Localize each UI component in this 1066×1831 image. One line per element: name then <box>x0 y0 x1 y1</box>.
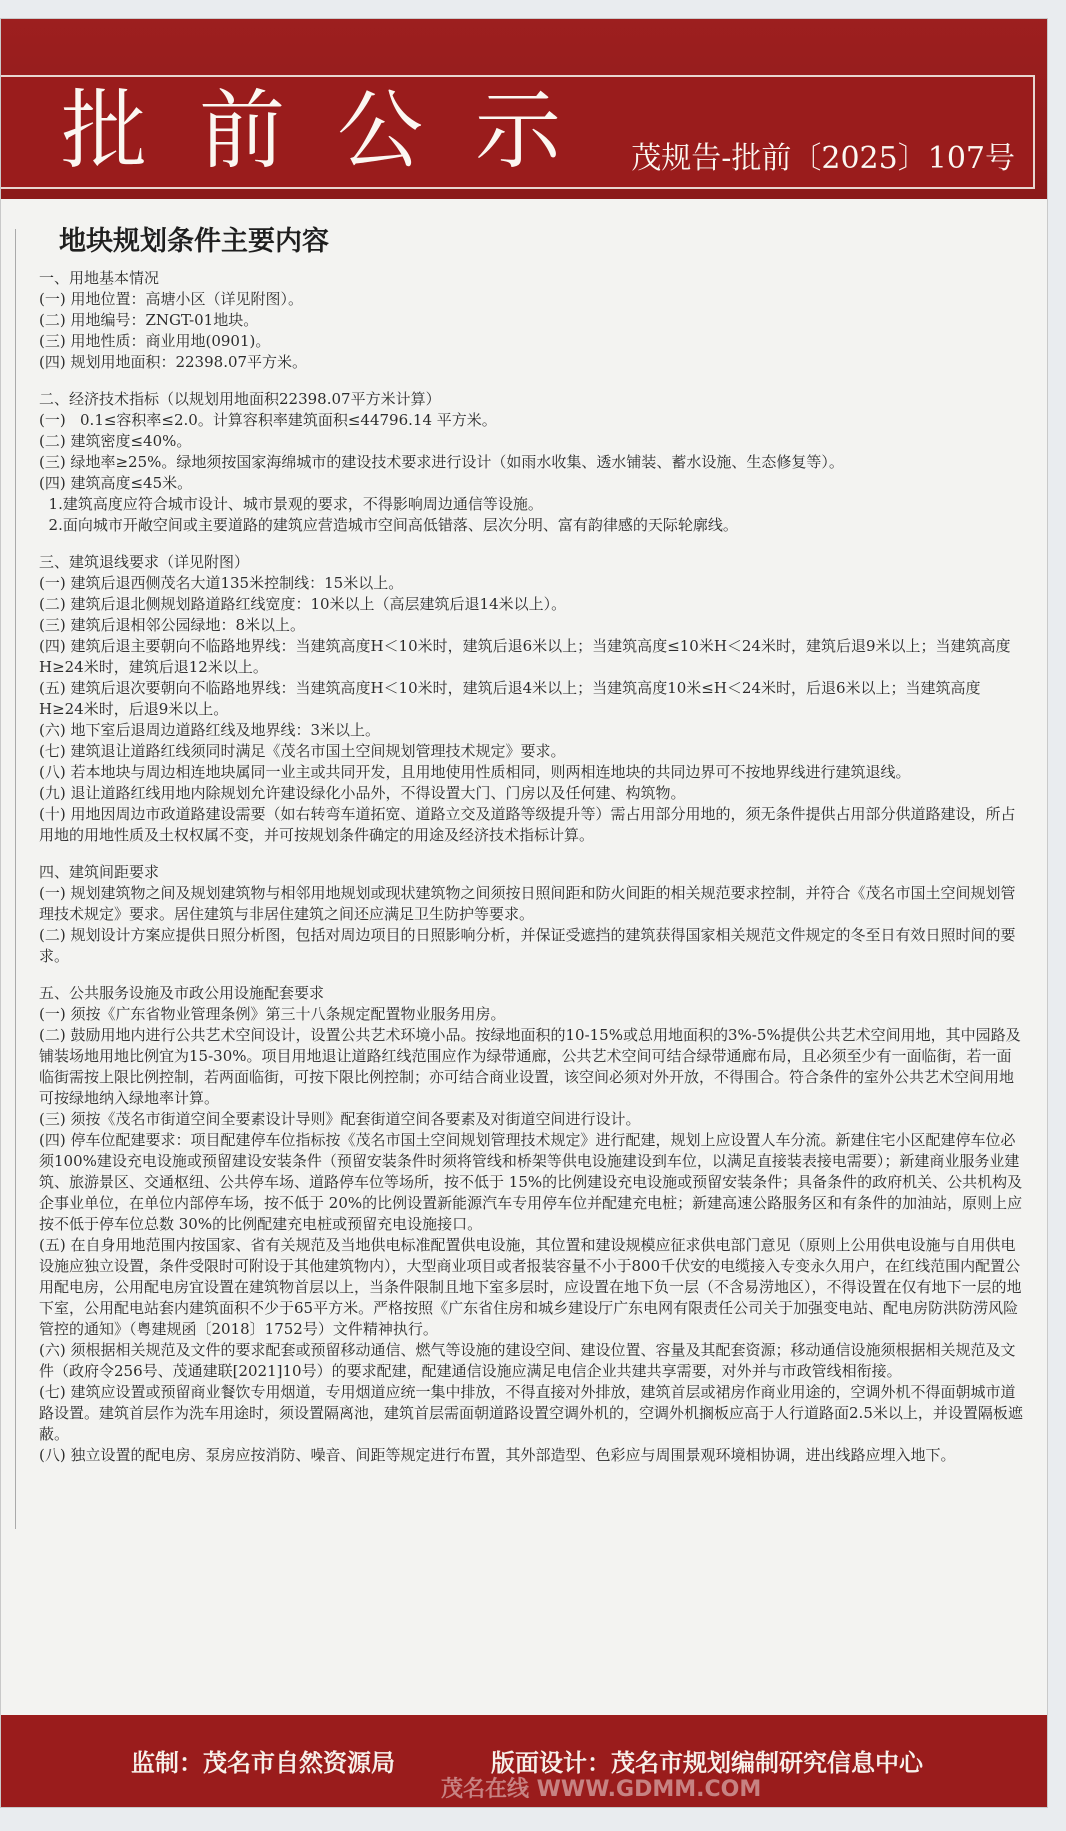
section <box>39 983 1025 1466</box>
section-item: (七) 建筑应设置或预留商业餐饮专用烟道，专用烟道应统一集中排放，不得直接对外排放，建筑首层或裙房作商业用途的，空调外机不得面朝城市道路设置。建筑首层作为洗车用途时，须设置隔离池，建筑首层需面朝道路设置空调外机的，空调外机搁板应高于人行道路面2.5米以上，并设置隔板遮蔽。 <box>39 1383 1023 1443</box>
section-item: 2.面向城市开敞空间或主要道路的建筑应营造城市空间高低错落、层次分明、富有韵律感的天际轮廓线。 <box>39 516 738 534</box>
section-heading: 四、建筑间距要求 <box>39 863 160 881</box>
section-item: (三) 用地性质：商业用地(0901)。 <box>39 332 271 350</box>
section-item: (八) 独立设置的配电房、泵房应按消防、噪音、间距等规定进行布置，其外部造型、色彩应与周围景观环境相协调，进出线路应埋入地下。 <box>39 1446 956 1464</box>
section-item: (四) 建筑后退主要朝向不临路地界线：当建筑高度H＜10米时，建筑后退6米以上；当建筑高度≤10米H＜24米时，建筑后退9米以上；当建筑高度H≥24米时，建筑后退12米以上。 <box>39 637 1011 676</box>
section-item: (三) 建筑后退相邻公园绿地：8米以上。 <box>39 616 306 634</box>
document-number: 茂规告-批前〔2025〕107号 <box>631 141 1015 176</box>
section-item: (十) 用地因周边市政道路建设需要（如右转弯车道拓宽、道路立交及道路等级提升等）需占用部分用地的，须无条件提供占用部分供道路建设，所占用地的用地性质及土权权属不变，并可按规划条件确定的用途及经济技术指标计算。 <box>39 805 1016 844</box>
section-item: 1.建筑高度应符合城市设计、城市景观的要求，不得影响周边通信等设施。 <box>39 495 543 513</box>
notice-board <box>0 18 1048 1808</box>
section-item: (五) 在自身用地范围内按国家、省有关规范及当地供电标准配置供电设施，其位置和建设规模应征求供电部门意见（原则上公用供电设施与自用供电设施应独立设置，条件受限时可附设于其他建筑物内），大型商业项目或者报装容量不小于800千伏安的电缆接入专变永久用户，在红线范围内配置公用配电房，公用配电房宜设置在建筑物首层以上，当条件限制且地下室多层时，应设置在地下负一层（不含易涝地区），不得设置在仅有地下一层的地下室，公用配电站套内建筑面积不少于65平方米。严格按照《广东省住房和城乡建设厅广东电网有限责任公司关于加强变电站、配电房防洪防涝风险管控的通知》（粤建规函〔2018〕1752号）文件精神执行。 <box>39 1236 1022 1338</box>
section-heading: 二、经济技术指标（以规划用地面积22398.07平方米计算） <box>39 390 441 408</box>
header-band <box>1 75 1035 189</box>
section-item: (四) 规划用地面积：22398.07平方米。 <box>39 353 308 371</box>
section <box>39 862 1025 967</box>
board-title: 批前公示 <box>61 81 613 181</box>
section-item: (五) 建筑后退次要朝向不临路地界线：当建筑高度H＜10米时，建筑后退4米以上；当建筑高度10米≤H＜24米时，后退6米以上；当建筑高度H≥24米时，后退9米以上。 <box>39 679 981 718</box>
supervisor-text: 监制：茂名市自然资源局 <box>131 1749 395 1777</box>
section-item: (四) 建筑高度≤45米。 <box>39 474 193 492</box>
section-item: (一) 0.1≤容积率≤2.0。计算容积率建筑面积≤44796.14 平方米。 <box>39 411 497 429</box>
notice-content <box>39 219 1025 1697</box>
section <box>39 389 1025 536</box>
section-heading: 一、用地基本情况 <box>39 269 160 287</box>
section-item: (四) 停车位配建要求：项目配建停车位指标按《茂名市国土空间规划管理技术规定》进行配建，规划上应设置人车分流。新建住宅小区配建停车位必须100%建设充电设施或预留建设安装条件（预留安装条件时须将管线和桥架等供电设施建设到车位，以满足直接装表接电需要）；新建商业服务业建筑、旅游景区、交通枢纽、公共停车场、道路停车位等场所，按不低于 15%的比例建设充电设施或预留安装条件；具备条件的政府机关、公共机构及企事业单位，在单位内部停车场，按不低于 20%的比例设置新能源汽车专用停车位并配建充电桩；新建高速公路服务区和有条件的加油站，原则上应按不低于停车位总数 30%的比例配建充电桩或预留充电设施接口。 <box>39 1131 1023 1233</box>
section-heading: 三、建筑退线要求（详见附图） <box>39 553 250 571</box>
section-item: (二) 规划设计方案应提供日照分析图，包括对周边项目的日照影响分析，并保证受遮挡的建筑获得国家相关规范文件规定的冬至日有效日照时间的要求。 <box>39 926 1016 965</box>
section-item: (一) 建筑后退西侧茂名大道135米控制线：15米以上。 <box>39 574 404 592</box>
section-item: (三) 绿地率≥25%。绿地须按国家海绵城市的建设技术要求进行设计（如雨水收集、透水铺装、蓄水设施、生态修复等）。 <box>39 453 844 471</box>
section-item: (六) 地下室后退周边道路红线及地界线：3米以上。 <box>39 721 381 739</box>
section-item: (七) 建筑退让道路红线须同时满足《茂名市国土空间规划管理技术规定》要求。 <box>39 742 566 760</box>
section-item: (一) 用地位置：高塘小区（详见附图）。 <box>39 290 303 308</box>
designer-text: 版面设计：茂名市规划编制研究信息中心 <box>491 1749 923 1777</box>
board-header <box>1 19 1047 199</box>
section-item: (八) 若本地块与周边相连地块属同一业主或共同开发，且用地使用性质相同，则两相连地块的共同边界可不按地界线进行建筑退线。 <box>39 763 911 781</box>
section-item: (二) 建筑密度≤40%。 <box>39 432 192 450</box>
section <box>39 268 1025 373</box>
section-item: (九) 退让道路红线用地内除规划允许建设绿化小品外，不得设置大门、门房以及任何建、构筑物。 <box>39 784 686 802</box>
watermark: 茂名在线 WWW.GDMM.COM <box>441 1777 762 1802</box>
document-title: 地块规划条件主要内容 <box>59 226 329 257</box>
section-item: (二) 建筑后退北侧规划路道路红线宽度：10米以上（高层建筑后退14米以上）。 <box>39 595 567 613</box>
sections-container <box>39 268 1025 1466</box>
section-item: (二) 鼓励用地内进行公共艺术空间设计，设置公共艺术环境小品。按绿地面积的10-15%或总用地面积的3%-5%提供公共艺术空间用地，其中园路及铺装场地用地比例宜为15-30%。项目用地退让道路红线范围应作为绿带通廊，公共艺术空间可结合绿带通廊布局，且必须至少有一面临街，若一面临街需按上限比例控制，若两面临街，可按下限比例控制；亦可结合商业设置，该空间必须对外开放，不得围合。符合条件的室外公共艺术空间用地可按绿地纳入绿地率计算。 <box>39 1026 1021 1107</box>
section-item: (一) 规划建筑物之间及规划建筑物与相邻用地规划或现状建筑物之间须按日照间距和防火间距的相关规范要求控制，并符合《茂名市国土空间规划管理技术规定》要求。居住建筑与非居住建筑之间还应满足卫生防护等要求。 <box>39 884 1016 923</box>
board-footer <box>1 1715 1047 1807</box>
section-item: (二) 用地编号：ZNGT-01地块。 <box>39 311 259 329</box>
section <box>39 552 1025 846</box>
section-item: (六) 须根据相关规范及文件的要求配套或预留移动通信、燃气等设施的建设空间、建设位置、容量及其配套资源；移动通信设施须根据相关规范及文件（政府令256号、茂通建联[2021]10号）的要求配建，配建通信设施应满足电信企业共建共享需要，对外并与市政管线相衔接。 <box>39 1341 1016 1380</box>
section-heading: 五、公共服务设施及市政公用设施配套要求 <box>39 984 325 1002</box>
attached-map-edge <box>1 229 16 1529</box>
section-item: (三) 须按《茂名市街道空间全要素设计导则》配套街道空间各要素及对街道空间进行设计。 <box>39 1110 641 1128</box>
section-item: (一) 须按《广东省物业管理条例》第三十八条规定配置物业服务用房。 <box>39 1005 506 1023</box>
